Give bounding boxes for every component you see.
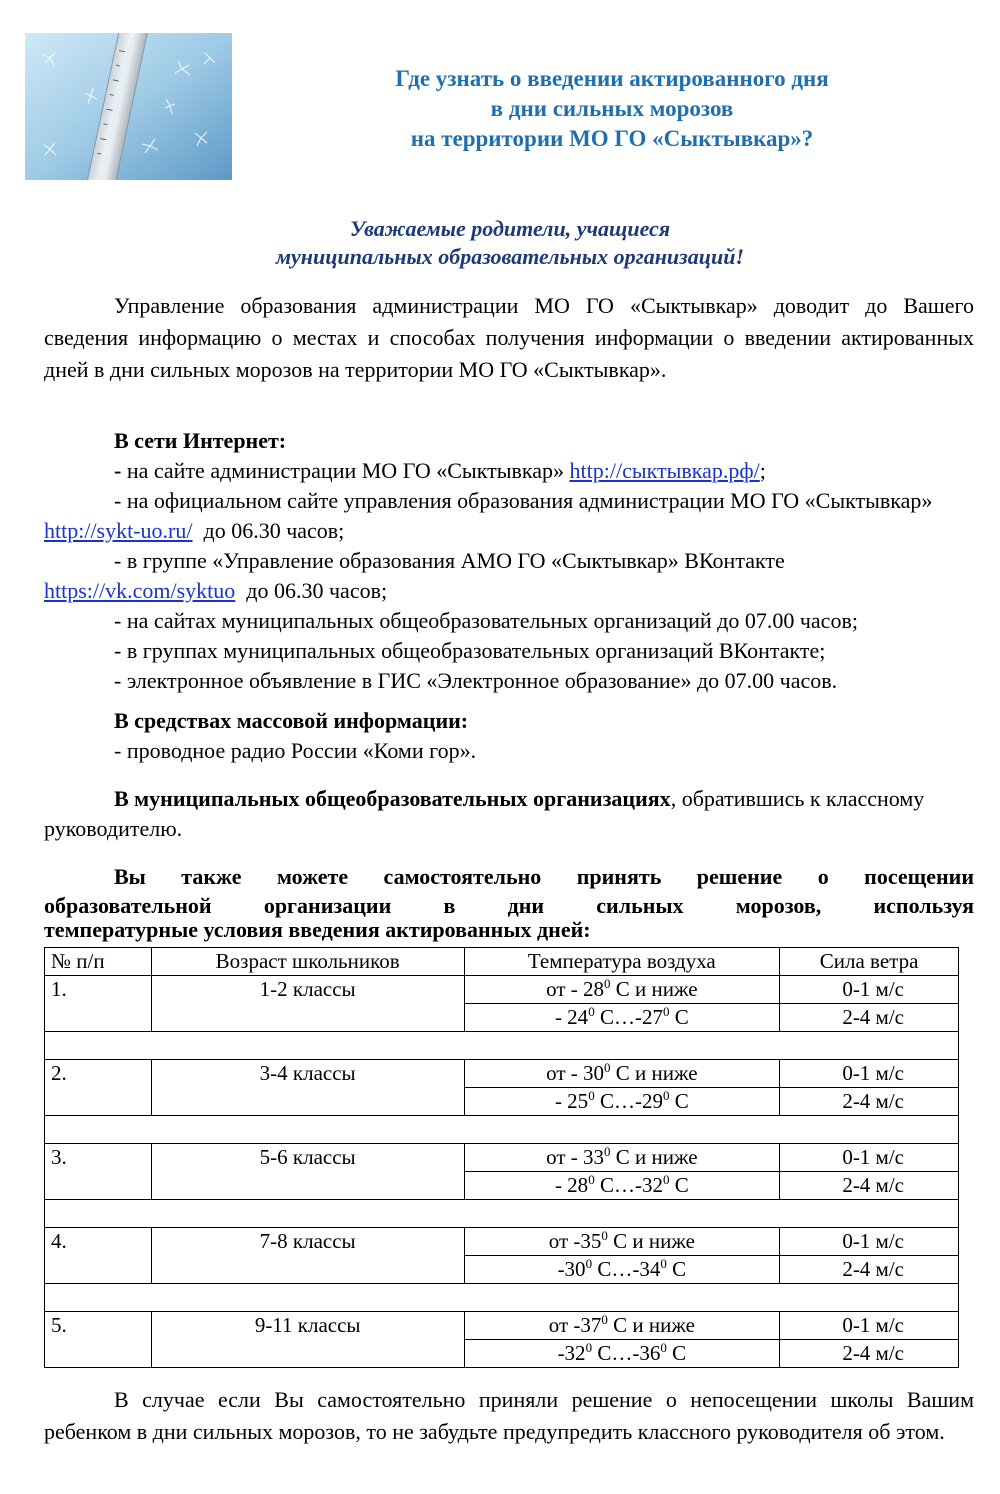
item-end: до 06.30 часов; bbox=[192, 518, 345, 543]
closing-paragraph: В случае если Вы самостоятельно приняли решение о непосещении школы Вашим ребенком в дни сильных морозов, то не забудьте предупредить классного руководителя об этом. bbox=[44, 1387, 974, 1444]
row-wind-low: 0-1 м/с bbox=[780, 976, 959, 1004]
row-wind-low: 0-1 м/с bbox=[780, 1312, 959, 1340]
row-age: 7-8 классы bbox=[151, 1228, 464, 1284]
intro-paragraph: Управление образования администрации МО ГО «Сыктывкар» доводит до Вашего сведения информацию о местах и способах получения информации о введении актированных дней в дни сильных морозов на территории МО ГО «Сыктывкар». bbox=[44, 293, 974, 382]
internet-item-school-vk: - в группах муниципальных общеобразовательных организаций ВКонтакте; bbox=[114, 638, 826, 663]
decision-line-2: образовательной организации в дни сильных морозов, используя bbox=[44, 893, 974, 918]
row-temp-range: - $28^0$ $С\dots-32^0$ С bbox=[464, 1172, 780, 1200]
row-wind-range: 2-4 м/с bbox=[780, 1004, 959, 1032]
greeting-line-1: Уважаемые родители, учащиеся bbox=[349, 216, 671, 241]
title-line-2: в дни сильных морозов bbox=[490, 96, 734, 121]
admin-site-link[interactable]: http://сыктывкар.рф/ bbox=[569, 458, 760, 483]
header-num: № п/п bbox=[45, 948, 152, 976]
schools-rest: , обратившись к классному руководителю. bbox=[44, 786, 925, 841]
row-temp-range: - $25^0$ $С\dots-29^0$ С bbox=[464, 1088, 780, 1116]
row-temp-low: от - $30^0$ С и ниже bbox=[464, 1060, 780, 1088]
item-end: до 06.30 часов; bbox=[235, 578, 388, 603]
internet-section bbox=[44, 426, 974, 696]
row-wind-range: 2-4 м/с bbox=[780, 1340, 959, 1368]
schools-bold: В муниципальных общеобразовательных организациях bbox=[114, 786, 671, 811]
item-text: на сайте администрации МО ГО «Сыктывкар» bbox=[121, 458, 570, 483]
vk-group-link[interactable]: https://vk.com/syktuo bbox=[44, 578, 236, 603]
row-temp-range: - $24^0$ $С\dots-27^0$ С bbox=[464, 1004, 780, 1032]
row-age: 1-2 классы bbox=[151, 976, 464, 1032]
dash: - bbox=[114, 458, 122, 483]
table-spacer-row bbox=[45, 1284, 959, 1312]
item-text: - в группе «Управление образования АМО ГО «Сыктывкар» ВКонтакте bbox=[114, 548, 785, 573]
media-heading: В средствах массовой информации: bbox=[114, 708, 469, 733]
row-temp-range: $-32^0$ $С\dots-36^0$ С bbox=[464, 1340, 780, 1368]
row-wind-range: 2-4 м/с bbox=[780, 1256, 959, 1284]
row-temp-low: от - $28^0$ С и ниже bbox=[464, 976, 780, 1004]
row-wind-range: 2-4 м/с bbox=[780, 1172, 959, 1200]
row-wind-low: 0-1 м/с bbox=[780, 1228, 959, 1256]
frost-thermometer-image bbox=[25, 33, 232, 180]
table-row bbox=[45, 1144, 959, 1172]
table-spacer-row bbox=[45, 1200, 959, 1228]
row-wind-range: 2-4 м/с bbox=[780, 1088, 959, 1116]
row-temp-low: от $-35^0$ С и ниже bbox=[464, 1228, 780, 1256]
table-row bbox=[45, 1228, 959, 1256]
row-age: 3-4 классы bbox=[151, 1060, 464, 1116]
table-spacer-row bbox=[45, 1032, 959, 1060]
row-wind-low: 0-1 м/с bbox=[780, 1060, 959, 1088]
decision-line-3: температурные условия введения актированных дней: bbox=[44, 917, 591, 942]
decision-line-1: Вы также можете самостоятельно принять решение о посещении bbox=[114, 864, 974, 889]
row-wind-low: 0-1 м/с bbox=[780, 1144, 959, 1172]
greeting-line-2: муниципальных образовательных организаций! bbox=[275, 244, 745, 269]
row-temp-low: от $-37^0$ С и ниже bbox=[464, 1312, 780, 1340]
item-text: - на официальном сайте управления образования администрации МО ГО «Сыктывкар» bbox=[114, 488, 933, 513]
media-item-radio: - проводное радио России «Коми гор». bbox=[114, 738, 477, 763]
row-number: 4. bbox=[45, 1228, 152, 1284]
table-spacer-row bbox=[45, 1116, 959, 1144]
page-title bbox=[262, 64, 962, 154]
decision-paragraph bbox=[44, 862, 974, 940]
row-number: 3. bbox=[45, 1144, 152, 1200]
greeting bbox=[40, 215, 980, 271]
header-temp: Температура воздуха bbox=[464, 948, 780, 976]
row-number: 2. bbox=[45, 1060, 152, 1116]
header-wind: Сила ветра bbox=[780, 948, 959, 976]
schools-paragraph bbox=[44, 784, 974, 844]
row-temp-low: от - $33^0$ С и ниже bbox=[464, 1144, 780, 1172]
internet-item-uo-site bbox=[44, 486, 974, 546]
row-temp-range: $-30^0$ $С\dots-34^0$ С bbox=[464, 1256, 780, 1284]
internet-item-gis: - электронное объявление в ГИС «Электронное образование» до 07.00 часов. bbox=[114, 668, 838, 693]
row-number: 1. bbox=[45, 976, 152, 1032]
row-age: 9-11 классы bbox=[151, 1312, 464, 1368]
row-age: 5-6 классы bbox=[151, 1144, 464, 1200]
internet-item-admin-site bbox=[44, 456, 974, 486]
header-age: Возраст школьников bbox=[151, 948, 464, 976]
uo-site-link[interactable]: http://sykt-uo.ru/ bbox=[44, 518, 193, 543]
table-row bbox=[45, 1060, 959, 1088]
internet-heading: В сети Интернет: bbox=[114, 428, 287, 453]
table-row bbox=[45, 976, 959, 1004]
internet-item-school-sites: - на сайтах муниципальных общеобразовательных организаций до 07.00 часов; bbox=[114, 608, 858, 633]
row-number: 5. bbox=[45, 1312, 152, 1368]
title-line-3: на территории МО ГО «Сыктывкар»? bbox=[410, 126, 814, 151]
title-line-1: Где узнать о введении актированного дня bbox=[395, 66, 829, 91]
temperature-table bbox=[44, 947, 959, 1368]
item-end: ; bbox=[759, 458, 766, 483]
media-section bbox=[44, 706, 974, 766]
internet-item-vk-group bbox=[44, 546, 974, 606]
table-row bbox=[45, 1312, 959, 1340]
table-header-row bbox=[45, 948, 959, 976]
